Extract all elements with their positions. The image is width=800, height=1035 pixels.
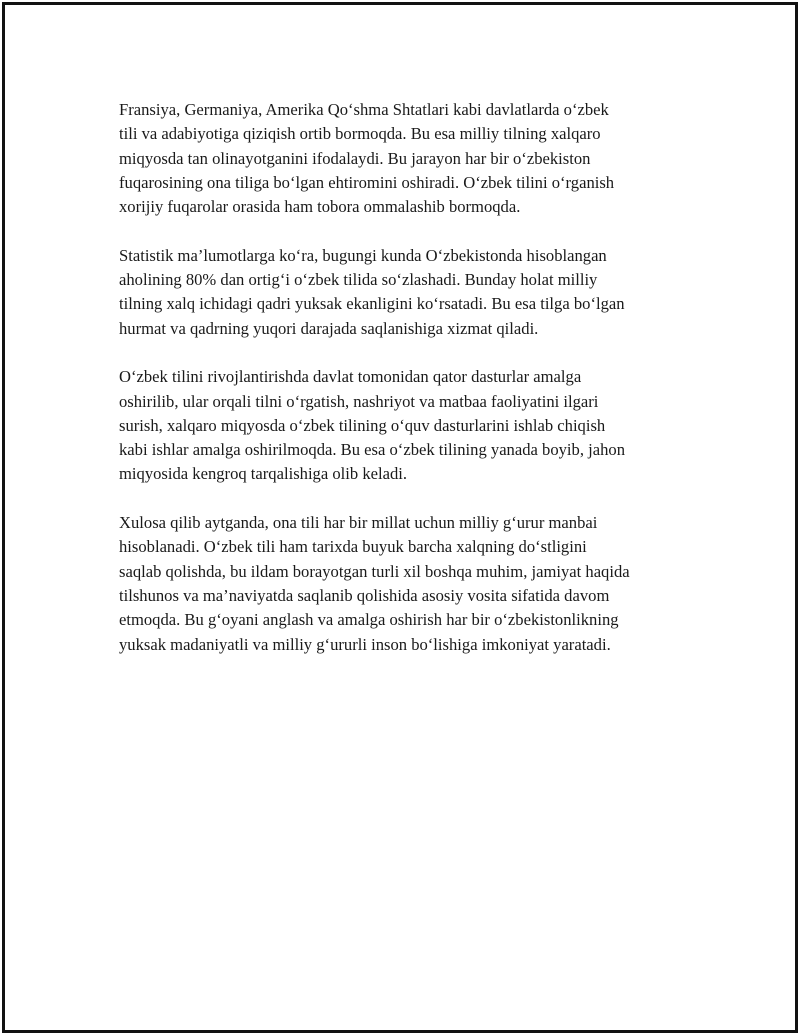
text-line: O‘zbek tilini rivojlantirishda davlat tomonidan qator dasturlar amalga (119, 367, 582, 387)
paragraph-2 (119, 244, 679, 341)
text-line: surish, xalqaro miqyosda o‘zbek tilining o‘quv dasturlarini ishlab chiqish (119, 415, 606, 435)
text-line: etmoqda. Bu g‘oyani anglash va amalga oshirish har bir o‘zbekistonlikning (119, 610, 619, 630)
paragraph-4 (119, 511, 679, 657)
text-line: hisoblanadi. O‘zbek tili ham tarixda buyuk barcha xalqning do‘stligini (119, 537, 587, 557)
text-line: tilshunos va ma’naviyatda saqlanib qolishida asosiy vosita sifatida davom (119, 585, 610, 605)
text-line: kabi ishlar amalga oshirilmoqda. Bu esa o‘zbek tilining yanada boyib, jahon (119, 440, 625, 460)
text-line: fuqarosining ona tiliga bo‘lgan ehtiromini oshiradi. O‘zbek tilini o‘rganish (119, 172, 615, 192)
text-line: Xulosa qilib aytganda, ona tili har bir millat uchun milliy g‘urur manbai (119, 513, 598, 533)
text-line: tili va adabiyotiga qiziqish ortib bormoqda. Bu esa milliy tilning xalqaro (119, 124, 601, 144)
text-line: hurmat va qadrning yuqori darajada saqlanishiga xizmat qiladi. (119, 318, 539, 338)
text-line: Fransiya, Germaniya, Amerika Qo‘shma Shtatlari kabi davlatlarda o‘zbek (119, 100, 609, 119)
text-line: miqyosida kengroq tarqalishiga olib keladi. (119, 464, 408, 484)
text-line: aholining 80% dan ortig‘i o‘zbek tilida so‘zlashadi. Bunday holat milliy (119, 270, 598, 290)
text-line: tilning xalq ichidagi qadri yuksak ekanligini ko‘rsatadi. Bu esa tilga bo‘lgan (119, 294, 625, 314)
paragraph-3 (119, 365, 679, 486)
text-line: yuksak madaniyatli va milliy g‘ururli inson bo‘lishiga imkoniyat yaratadi. (119, 634, 611, 654)
text-line: oshirilib, ular orqali tilni o‘rgatish, nashriyot va matbaa faoliyatini ilgari (119, 391, 599, 411)
text-line: xorijiy fuqarolar orasida ham tobora ommalashib bormoqda. (119, 197, 521, 217)
text-line: Statistik ma’lumotlarga ko‘ra, bugungi kunda O‘zbekistonda hisoblangan (119, 245, 607, 265)
text-line: saqlab qolishda, bu ildam borayotgan turli xil boshqa muhim, jamiyat haqida (119, 561, 630, 581)
document-page (2, 2, 798, 1033)
text-line: miqyosda tan olinayotganini ifodalaydi. Bu jarayon har bir o‘zbekiston (119, 148, 591, 168)
paragraph-1 (119, 98, 679, 219)
document-body (119, 98, 679, 681)
